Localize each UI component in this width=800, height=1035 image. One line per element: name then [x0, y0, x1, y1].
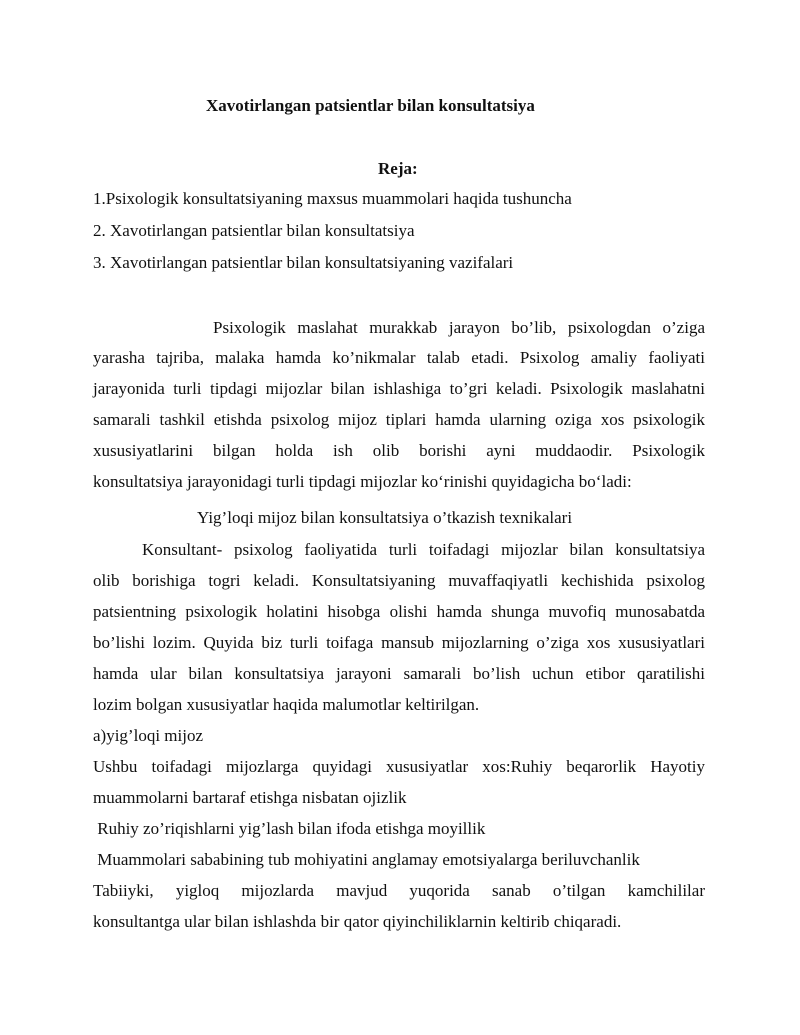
paragraph-line: Psixologik maslahat murakkab jarayon bo’lib, psixologdan o’ziga [213, 318, 705, 337]
paragraph-line: yarasha tajriba, malaka hamda ko’nikmalar talab etadi. Psixolog amaliy faoliyati [93, 348, 705, 367]
section-subheading: Yig’loqi mijoz bilan konsultatsiya o’tkazish texnikalari [197, 508, 573, 527]
plan-item: 3. Xavotirlangan patsientlar bilan konsultatsiyaning vazifalari [93, 253, 514, 272]
paragraph-line: jarayonida turli tipdagi mijozlar bilan ishlashiga to’gri keladi. Psixologik maslahatni [93, 379, 705, 398]
list-item: Muammolari sababining tub mohiyatini anglamay emotsiyalarga beriluvchanlik [93, 850, 640, 869]
paragraph-line: Konsultant- psixolog faoliyatida turli toifadagi mijozlar bilan konsultatsiya [142, 540, 705, 559]
paragraph-line: konsultatsiya jarayonidagi turli tipdagi mijozlar ko‘rinishi quyidagicha bo‘ladi: [93, 472, 632, 491]
paragraph-line: lozim bolgan xususiyatlar haqida malumotlar keltirilgan. [93, 695, 480, 714]
paragraph-line: olib borishiga togri keladi. Konsultatsiyaning muvaffaqiyatli kechishida psixolog [93, 571, 705, 590]
list-item: Ruhiy zo’riqishlarni yig’lash bilan ifoda etishga moyillik [93, 819, 486, 838]
paragraph-line: bo’lishi lozim. Quyida biz turli toifaga mansub mijozlarning o’ziga xos xususiyatlari [93, 633, 705, 652]
paragraph-line: patsientning psixologik holatini hisobga olishi hamda shunga muvofiq munosabatda [93, 602, 705, 621]
paragraph-line: samarali tashkil etishda psixolog mijoz tiplari hamda ularning oziga xos psixologik [93, 410, 705, 429]
paragraph-line: xususiyatlarini bilgan holda ish olib borishi ayni muddaodir. Psixologik [93, 441, 705, 460]
plan-item: 1.Psixologik konsultatsiyaning maxsus muammolari haqida tushuncha [93, 189, 572, 208]
plan-item: 2. Xavotirlangan patsientlar bilan konsultatsiya [93, 221, 415, 240]
document-title: Xavotirlangan patsientlar bilan konsultatsiya [206, 96, 535, 115]
list-heading: a)yig’loqi mijoz [93, 726, 204, 745]
paragraph-line: muammolarni bartaraf etishga nisbatan ojizlik [93, 788, 407, 807]
paragraph-line: konsultantga ular bilan ishlashda bir qator qiyinchiliklarnin keltirib chiqaradi. [93, 912, 622, 931]
paragraph-line: Ushbu toifadagi mijozlarga quyidagi xususiyatlar xos:Ruhiy beqarorlik Hayotiy [93, 757, 705, 776]
plan-heading: Reja: [378, 159, 418, 178]
paragraph-line: Tabiiyki, yigloq mijozlarda mavjud yuqorida sanab o’tilgan kamchililar [93, 881, 705, 900]
paragraph-line: hamda ular bilan konsultatsiya jarayoni samarali bo’lish uchun etibor qaratilishi [93, 664, 705, 683]
